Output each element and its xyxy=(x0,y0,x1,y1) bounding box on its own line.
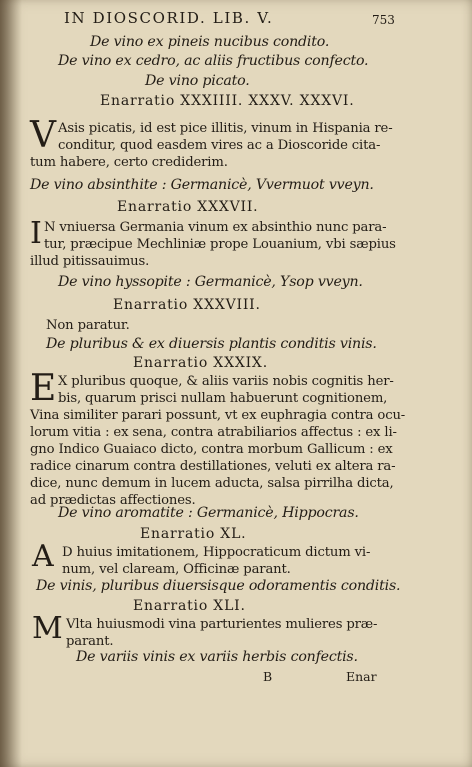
text-line: dice, nunc demum in lucem aducta, salsa pirrilha dicta, xyxy=(30,476,394,491)
drop-capital: E xyxy=(30,368,57,409)
chapter-title: De vino picato. xyxy=(145,73,250,89)
text-line: num, vel claream, Officinæ parant. xyxy=(62,562,291,577)
chapter-title: De vino ex cedro, ac aliis fructibus confecto. xyxy=(58,53,369,69)
text-line: Vlta huiusmodi vina parturientes mulieres præ- xyxy=(66,617,378,632)
text-line: illud pitissauimus. xyxy=(30,254,150,269)
text-line: Asis picatis, id est pice illitis, vinum in Hispania re- xyxy=(58,121,393,136)
text-line: tum habere, certo crediderim. xyxy=(30,155,228,170)
text-line: radice cinarum contra destillationes, veluti ex altera ra- xyxy=(30,459,396,474)
enarratio-heading: Enarratio XL. xyxy=(140,526,247,542)
drop-capital: V xyxy=(30,115,56,156)
text-line: ad prædictas affectiones. xyxy=(30,493,196,508)
text-line: parant. xyxy=(66,634,114,649)
chapter-title: De vino absinthite : Germanicè, Vvermuot vveyn. xyxy=(30,177,374,193)
chapter-title: De vino aromatite : Germanicè, Hippocras. xyxy=(58,505,359,521)
text-line: X pluribus quoque, & aliis variis nobis cognitis her- xyxy=(58,374,394,389)
text-line: D huius imitationem, Hippocraticum dictum vi- xyxy=(62,545,371,560)
text-line: Non paratur. xyxy=(46,318,130,333)
chapter-title: De variis vinis ex variis herbis confectis. xyxy=(76,649,358,665)
enarratio-heading: Enarratio XXXIIII. XXXV. XXXVI. xyxy=(100,93,355,109)
text-line: N vniuersa Germania vinum ex absinthio nunc para- xyxy=(44,220,387,235)
chapter-title: De pluribus & ex diuersis plantis conditis vinis. xyxy=(46,336,377,352)
text-line: Vina similiter parari possunt, vt ex euphragia contra ocu- xyxy=(30,408,406,423)
gutter-shadow xyxy=(0,0,22,767)
page-number: 753 xyxy=(372,13,395,27)
drop-capital: A xyxy=(32,539,54,574)
text-line: lorum vitia : ex sena, contra atrabiliarios affectus : ex li- xyxy=(30,425,397,440)
catchword: Enar xyxy=(346,669,377,684)
chapter-title: De vino ex pineis nucibus condito. xyxy=(90,34,330,50)
drop-capital: M xyxy=(32,611,63,646)
text-line: conditur, quod easdem vires ac a Dioscoride cita- xyxy=(58,138,381,153)
text-line: gno Indico Guaiaco dicto, contra morbum Gallicum : ex xyxy=(30,442,393,457)
text-line: tur, præcipue Mechliniæ prope Louanium, vbi sæpius xyxy=(44,237,396,252)
enarratio-heading: Enarratio XXXVII. xyxy=(117,199,259,215)
chapter-title: De vino hyssopite : Germanicè, Ysop vveyn. xyxy=(58,274,363,290)
enarratio-heading: Enarratio XXXIX. xyxy=(133,355,268,371)
running-head: IN DIOSCORID. LIB. V. xyxy=(64,9,274,27)
signature-mark: B xyxy=(263,669,273,684)
enarratio-heading: Enarratio XXXVIII. xyxy=(113,297,261,313)
drop-capital: I xyxy=(30,216,42,251)
text-line: bis, quarum prisci nullam habuerunt cognitionem, xyxy=(58,391,388,406)
enarratio-heading: Enarratio XLI. xyxy=(133,598,246,614)
chapter-title: De vinis, pluribus diuersisque odoramentis conditis. xyxy=(36,578,401,594)
